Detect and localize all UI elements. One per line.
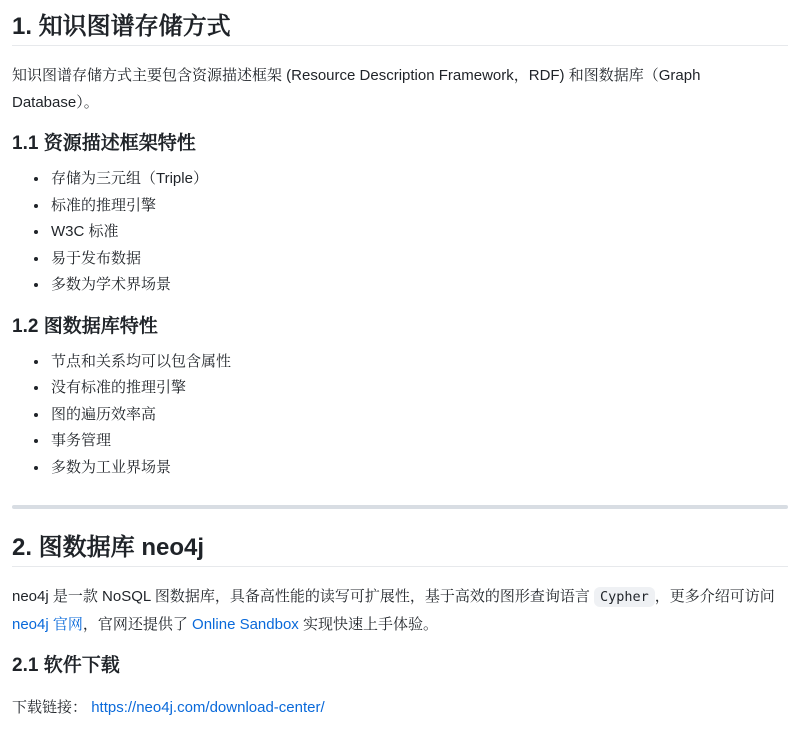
subsection-1-2-heading: 1.2 图数据库特性 — [12, 315, 158, 337]
list-item: • 节点和关系均可以包含属性 — [49, 349, 788, 376]
online-sandbox-link[interactable]: Online Sandbox — [192, 616, 299, 633]
list-item: • 存储为三元组（Triple） — [49, 166, 788, 193]
download-label: 下载链接： — [12, 699, 88, 716]
download-line — [12, 694, 788, 721]
section-1-heading: 1. 知识图谱存储方式 — [12, 12, 788, 46]
list-item: • 标准的推理引擎 — [49, 193, 788, 220]
section-1-intro: 知识图谱存储方式主要包含资源描述框架 (Resource Description Framework，RDF) 和图数据库（Graph Database）。 — [12, 67, 701, 111]
intro-text: 实现快速上手体验。 — [298, 616, 438, 633]
intro-text: ，更多介绍可访问 — [654, 588, 775, 605]
section-divider — [12, 505, 788, 509]
section-2-heading: 2. 图数据库 neo4j — [12, 533, 788, 567]
neo4j-website-link[interactable]: neo4j 官网 — [12, 616, 83, 633]
cypher-code-chip: Cypher — [594, 587, 655, 607]
list-item: • 多数为工业界场景 — [49, 455, 788, 482]
intro-text: neo4j 是一款 NoSQL 图数据库，具备高性能的读写可扩展性，基于高效的图形查询语言 — [12, 588, 595, 605]
list-item: • 事务管理 — [49, 428, 788, 455]
list-item: • 多数为学术界场景 — [49, 272, 788, 299]
list-item: • 没有标准的推理引擎 — [49, 375, 788, 402]
rdf-feature-list — [12, 166, 788, 299]
subsection-2-1-heading: 2.1 软件下载 — [12, 655, 120, 676]
graphdb-feature-list — [12, 349, 788, 482]
list-item: • W3C 标准 — [49, 219, 788, 246]
download-url-link[interactable]: https://neo4j.com/download-center/ — [91, 699, 325, 716]
subsection-1-1-heading: 1.1 资源描述框架特性 — [12, 133, 196, 154]
list-item: • 易于发布数据 — [49, 246, 788, 273]
intro-text: ，官网还提供了 — [82, 616, 193, 633]
section-2-intro — [12, 583, 788, 638]
list-item: • 图的遍历效率高 — [49, 402, 788, 429]
